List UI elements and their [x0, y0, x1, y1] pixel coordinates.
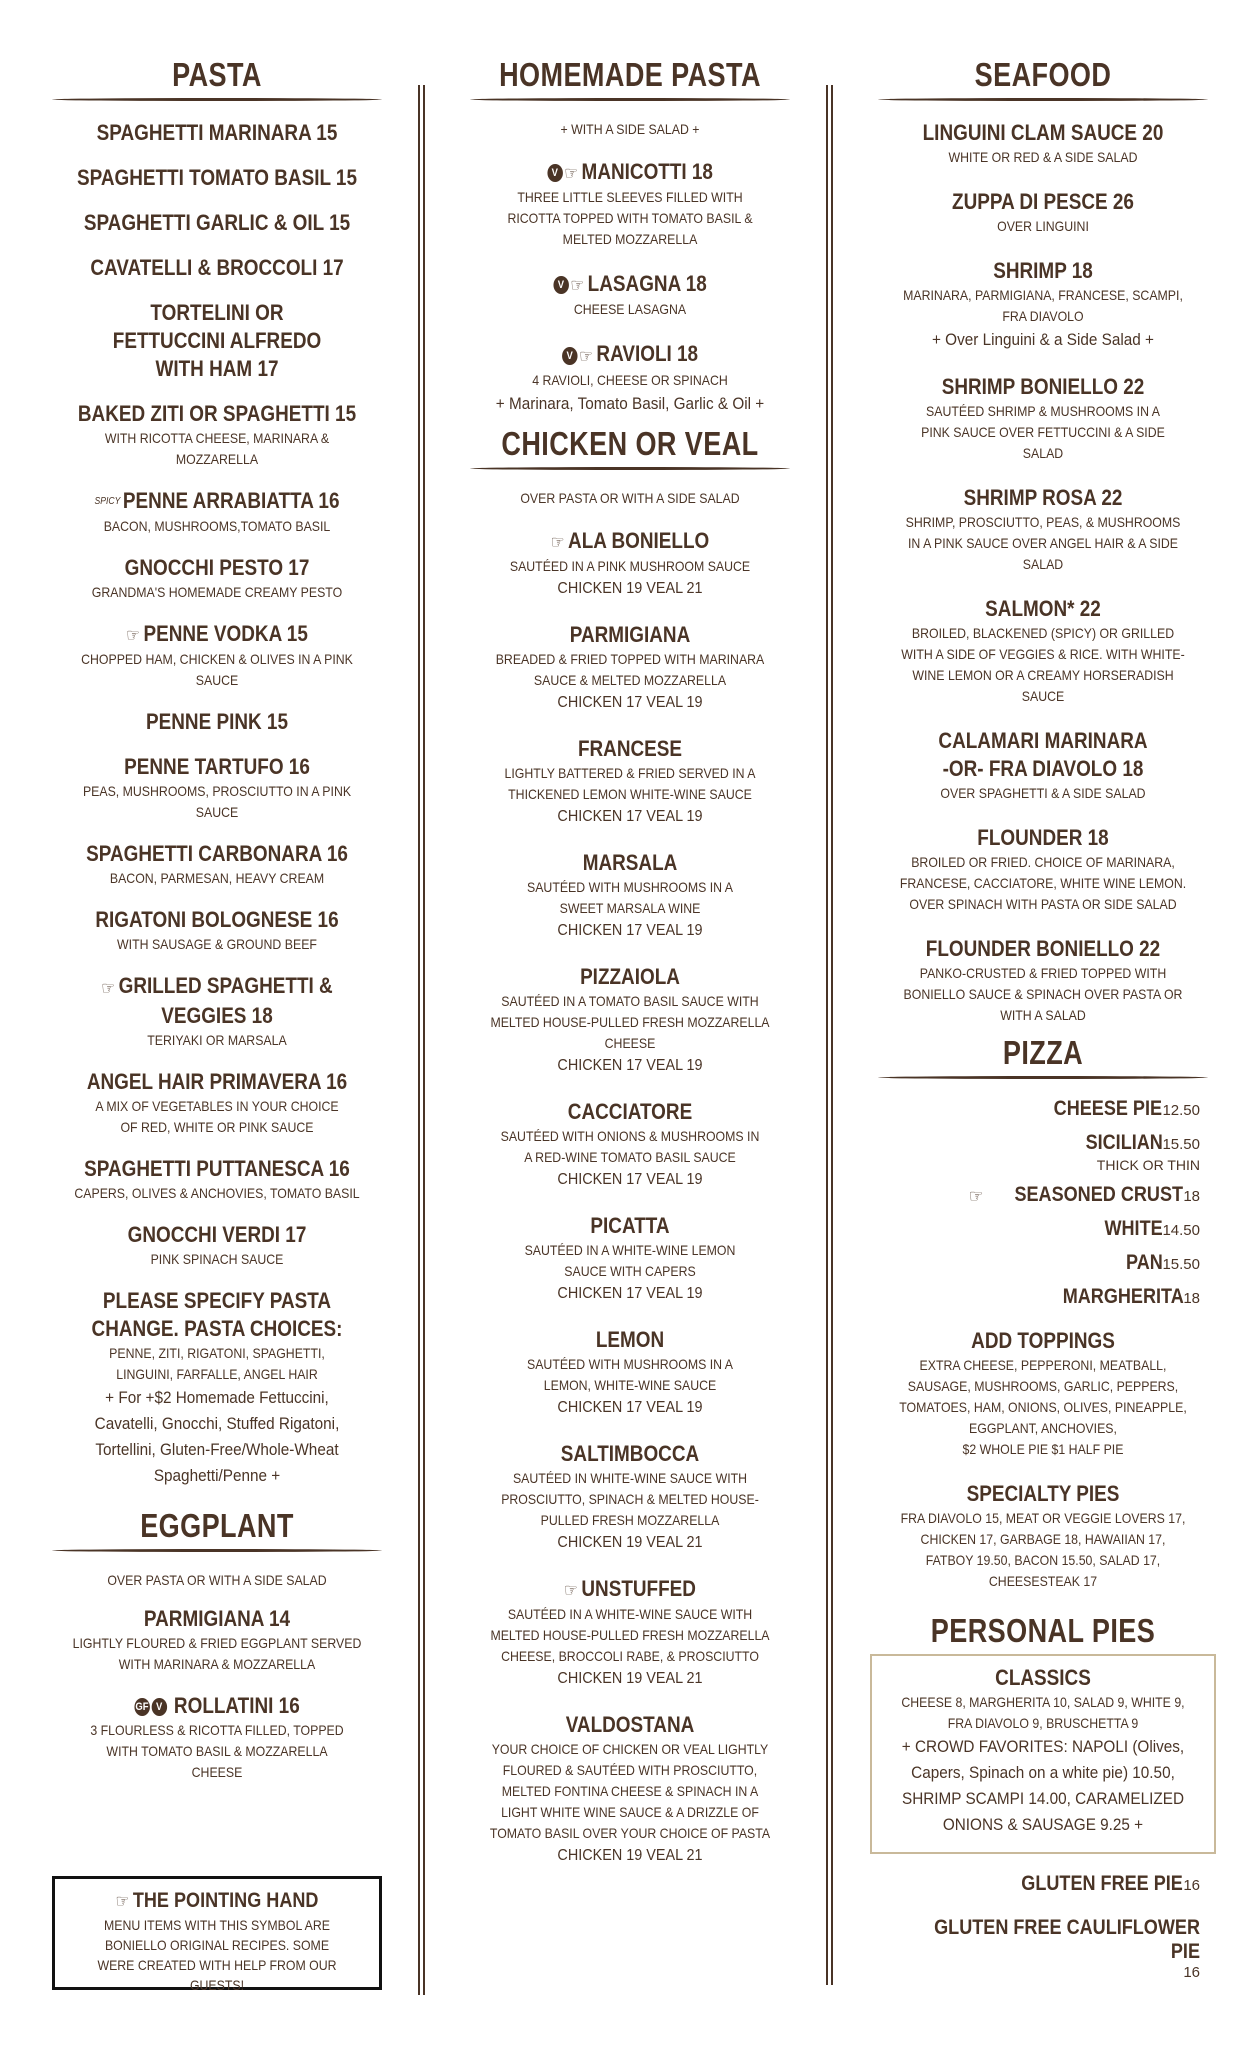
- menu-item: [52, 1068, 382, 1138]
- menu-item: [878, 595, 1208, 707]
- pizza-name: SICILIAN: [1085, 1131, 1163, 1154]
- item-description: SHRIMP, PROSCIUTTO, PEAS, & MUSHROOMS IN A PINK SAUCE OVER ANGEL HAIR & A SIDE SALAD: [905, 514, 1181, 572]
- item-name: SPAGHETTI TOMATO BASIL 15: [76, 165, 357, 190]
- item-description: GRANDMA'S HOMEMADE CREAMY PESTO: [91, 584, 343, 601]
- item-description: 4 RAVIOLI, CHEESE OR SPINACH: [532, 371, 728, 388]
- item-name-row: [492, 158, 767, 187]
- item-name: FLOUNDER 18: [977, 825, 1109, 850]
- menu-item: [52, 209, 382, 237]
- item-name: SHRIMP 18: [993, 258, 1093, 283]
- item-name-row: [75, 972, 359, 1029]
- item-description: BACON, PARMESAN, HEAVY CREAM: [109, 870, 325, 887]
- menu-item: [470, 1326, 790, 1420]
- item-description: BROILED, BLACKENED (SPICY) OR GRILLED WITH A SIDE OF VEGGIES & RICE. WITH WHITE-WINE LEMON OR A CREAMY HORSERADISH SAUCE: [901, 625, 1185, 704]
- item-description: SAUTÉED WITH MUSHROOMS IN A SWEET MARSALA WINE: [526, 878, 734, 916]
- item-name: PENNE TARTUFO 16: [124, 754, 310, 780]
- item-name: ANGEL HAIR PRIMAVERA 16: [86, 1068, 348, 1094]
- item-name: SALTIMBOCCA: [560, 1440, 700, 1466]
- pointing-hand-icon: ☞: [564, 163, 579, 184]
- column-divider: [826, 85, 833, 1985]
- item-name: FLOUNDER BONIELLO 22: [925, 936, 1161, 961]
- item-name: LINGUINI CLAM SAUCE 20: [922, 120, 1164, 145]
- classics-title: CLASSICS: [995, 1665, 1091, 1691]
- pointing-hand-icon: ☞: [579, 345, 593, 366]
- crowd-favorites: + CROWD FAVORITES: NAPOLI (Olives, Capers, Spinach on a white pie) 10.50, SHRIMP SCAMPI 14.00, CARAMELIZED ONIONS & SAUSAGE 9.25 +: [901, 1737, 1185, 1835]
- pointing-hand-icon: ☞: [101, 977, 116, 998]
- specialty-desc: FRA DIAVOLO 15, MEAT OR VEGGIE LOVERS 17, CHICKEN 17, GARBAGE 18, HAWAIIAN 17, FATBOY 19.50, BACON 15.50, SALAD 17, CHEESESTEAK 17: [900, 1510, 1186, 1590]
- menu-item: [470, 621, 790, 715]
- pizza-title: PIZZA: [1002, 1034, 1084, 1071]
- menu-item: [470, 340, 790, 416]
- pizza-item: [878, 1285, 1208, 1309]
- menu-item: [52, 1692, 382, 1783]
- item-description: WITH SAUSAGE & GROUND BEEF: [117, 936, 317, 953]
- pizza-price: 12.50: [1162, 1102, 1200, 1119]
- menu-item: [470, 1212, 790, 1306]
- item-description: SAUTÉED IN A WHITE-WINE SAUCE WITH MELTED HOUSE-PULLED FRESH MOZZARELLA CHEESE, BROCCOLI RABE, & PROSCIUTTO: [490, 1605, 770, 1664]
- legend-title: THE POINTING HAND: [132, 1889, 319, 1912]
- menu-item: [52, 164, 382, 192]
- section-rule: [878, 98, 1208, 101]
- vegetarian-badge-icon: V: [553, 276, 568, 294]
- item-name: PIZZAIOLA: [580, 963, 680, 989]
- item-description: BACON, MUSHROOMS,TOMATO BASIL: [103, 518, 331, 535]
- toppings-desc: EXTRA CHEESE, PEPPERONI, MEATBALL, SAUSAGE, MUSHROOMS, GARLIC, PEPPERS, TOMATOES, HAM, ONIONS, OLIVES, PINEAPPLE, EGGPLANT, ANCHOVIES,: [899, 1357, 1187, 1437]
- item-description: OVER LINGUINI: [997, 218, 1089, 234]
- item-prices: CHICKEN 17 VEAL 19: [557, 1398, 703, 1416]
- item-prices: CHICKEN 19 VEAL 21: [557, 1846, 703, 1864]
- menu-item: [470, 158, 790, 250]
- column-middle: [470, 50, 790, 1888]
- item-description: SAUTÉED WITH ONIONS & MUSHROOMS IN A RED-WINE TOMATO BASIL SAUCE: [500, 1127, 760, 1165]
- specialty-block: [878, 1480, 1208, 1592]
- item-description: TERIYAKI OR MARSALA: [147, 1031, 287, 1048]
- menu-item: [878, 188, 1208, 237]
- menu-item: [470, 849, 790, 943]
- column-right: [878, 50, 1208, 1992]
- homemade-title: HOMEMADE PASTA: [499, 56, 761, 93]
- item-prices: CHICKEN 17 VEAL 19: [557, 807, 703, 825]
- item-name-row: [492, 270, 767, 299]
- menu-item: [52, 554, 382, 603]
- menu-item: [878, 824, 1208, 915]
- item-name: PARMIGIANA: [569, 621, 691, 647]
- menu-item: [52, 400, 382, 470]
- toppings-title: ADD TOPPINGS: [971, 1328, 1115, 1354]
- item-description: SAUTÉED IN A TOMATO BASIL SAUCE WITH MELTED HOUSE-PULLED FRESH MOZZARELLA CHEESE: [490, 992, 770, 1051]
- pizza-price: 15.50: [1162, 1256, 1200, 1274]
- menu-item: [52, 753, 382, 823]
- pizza-subnote: THICK OR THIN: [1096, 1157, 1200, 1173]
- pointing-hand-icon: ☞: [968, 1186, 984, 1207]
- menu-item: [52, 299, 382, 383]
- item-description: PANKO-CRUSTED & FRIED TOPPED WITH BONIELLO SAUCE & SPINACH OVER PASTA OR WITH A SALAD: [903, 965, 1183, 1023]
- item-description: LIGHTLY FLOURED & FRIED EGGPLANT SERVED WITH MARINARA & MOZZARELLA: [72, 1634, 362, 1672]
- item-description: WHITE OR RED & A SIDE SALAD: [948, 149, 1138, 165]
- pizza-name: WHITE: [1104, 1217, 1163, 1241]
- toppings-price: $2 WHOLE PIE $1 HALF PIE: [962, 1441, 1124, 1458]
- classics-desc: CHEESE 8, MARGHERITA 10, SALAD 9, WHITE 9, FRA DIAVOLO 9, BRUSCHETTA 9: [901, 1694, 1185, 1732]
- item-name-row: [75, 620, 359, 649]
- item-description: PEAS, MUSHROOMS, PROSCIUTTO IN A PINK SAUCE: [82, 783, 352, 821]
- menu-item: [878, 935, 1208, 1026]
- pointing-hand-icon: ☞: [570, 275, 585, 296]
- menu-item: [470, 963, 790, 1078]
- homemade-note: + WITH A SIDE SALAD +: [560, 121, 700, 137]
- pasta-change-block: [52, 1287, 382, 1489]
- item-name: SHRIMP BONIELLO 22: [941, 374, 1145, 399]
- pizza-item: [878, 1916, 1208, 1982]
- item-description: A MIX OF VEGETABLES IN YOUR CHOICE OF RED, WHITE OR PINK SAUCE: [95, 1097, 339, 1135]
- item-prices: CHICKEN 17 VEAL 19: [557, 693, 703, 711]
- menu-item: [470, 1440, 790, 1555]
- item-description: CAPERS, OLIVES & ANCHOVIES, TOMATO BASIL: [74, 1184, 360, 1201]
- item-prices: CHICKEN 17 VEAL 19: [557, 1170, 703, 1188]
- item-name: CAVATELLI & BROCCOLI 17: [90, 255, 344, 280]
- item-description: BROILED OR FRIED. CHOICE OF MARINARA, FRANCESE, CACCIATORE, WHITE WINE LEMON. OVER SPINACH WITH PASTA OR SIDE SALAD: [899, 854, 1187, 912]
- item-name: MARSALA: [582, 849, 678, 875]
- spicy-tag: SPICY: [94, 496, 121, 508]
- menu-item: [878, 257, 1208, 353]
- specialty-title: SPECIALTY PIES: [966, 1481, 1120, 1507]
- item-description: THREE LITTLE SLEEVES FILLED WITH RICOTTA TOPPED WITH TOMATO BASIL & MELTED MOZZARELLA: [507, 189, 753, 248]
- pizza-price: 18: [1183, 1290, 1200, 1308]
- pizza-name: MARGHERITA: [1062, 1285, 1184, 1309]
- menu-item: [52, 119, 382, 147]
- item-description: PINK SPINACH SAUCE: [150, 1250, 284, 1267]
- item-name: ZUPPA DI PESCE 26: [952, 189, 1134, 214]
- item-name: BAKED ZITI OR SPAGHETTI 15: [77, 401, 357, 426]
- section-rule: [52, 1549, 382, 1552]
- item-description: SAUTÉED SHRIMP & MUSHROOMS IN A PINK SAUCE OVER FETTUCCINI & A SIDE SALAD: [921, 403, 1165, 461]
- item-name: SPAGHETTI CARBONARA 16: [86, 841, 348, 867]
- item-name: LASAGNA 18: [587, 271, 707, 297]
- item-name: GNOCCHI PESTO 17: [124, 555, 310, 581]
- item-name: CALAMARI MARINARA -OR- FRA DIAVOLO 18: [938, 728, 1148, 781]
- menu-item: [52, 906, 382, 955]
- pizza-item: [878, 1217, 1208, 1241]
- item-name: SHRIMP ROSA 22: [963, 485, 1123, 510]
- pizza-price: 14.50: [1162, 1222, 1200, 1240]
- section-rule: [470, 467, 790, 470]
- menu-item: [470, 1098, 790, 1192]
- item-name: GNOCCHI VERDI 17: [127, 1221, 307, 1247]
- pizza-item: [878, 1872, 1208, 1896]
- item-name: GRILLED SPAGHETTI & VEGGIES 18: [118, 973, 333, 1028]
- toppings-block: [878, 1327, 1208, 1460]
- pasta-choices: PENNE, ZITI, RIGATONI, SPAGHETTI, LINGUINI, FARFALLE, ANGEL HAIR: [109, 1344, 325, 1382]
- pizza-name: GLUTEN FREE PIE: [1021, 1872, 1184, 1896]
- pizza-price: 15.50: [1162, 1136, 1200, 1153]
- menu-item: [52, 1221, 382, 1270]
- item-extra-note: + Over Linguini & a Side Salad +: [931, 330, 1154, 349]
- vegetarian-badge-icon: V: [547, 164, 562, 182]
- item-description: 3 FLOURLESS & RICOTTA FILLED, TOPPED WITH TOMATO BASIL & MOZZARELLA CHEESE: [90, 1721, 344, 1780]
- menu-item: [52, 1155, 382, 1204]
- menu-item: [878, 484, 1208, 575]
- eggplant-title: EGGPLANT: [140, 1506, 294, 1544]
- item-name: FRANCESE: [577, 735, 683, 761]
- item-description: CHEESE LASAGNA: [573, 301, 687, 318]
- item-description: CHOPPED HAM, CHICKEN & OLIVES IN A PINK SAUCE: [81, 651, 353, 689]
- chicken-note: OVER PASTA OR WITH A SIDE SALAD: [520, 489, 740, 506]
- pointing-hand-icon: ☞: [126, 625, 141, 646]
- pizza-price: 16: [1183, 1964, 1200, 1982]
- menu-item: [878, 373, 1208, 464]
- item-prices: CHICKEN 19 VEAL 21: [557, 1533, 703, 1551]
- item-name: ALA BONIELLO: [568, 527, 710, 553]
- pasta-change-title: PLEASE SPECIFY PASTA CHANGE. PASTA CHOICES:: [91, 1287, 343, 1341]
- pizza-item: [878, 1251, 1208, 1275]
- item-prices: CHICKEN 19 VEAL 21: [557, 579, 703, 597]
- pointing-hand-icon: ☞: [550, 531, 565, 552]
- menu-item: [878, 119, 1208, 168]
- item-name: SALMON* 22: [985, 596, 1101, 621]
- menu-item: [470, 1711, 790, 1868]
- personal-title: PERSONAL PIES: [930, 1612, 1156, 1650]
- vegetarian-badge-icon: V: [562, 347, 577, 365]
- item-name: UNSTUFFED: [581, 1575, 696, 1601]
- pasta-title: PASTA: [172, 56, 262, 93]
- item-name: MANICOTTI 18: [581, 159, 713, 184]
- menu-item: [470, 735, 790, 829]
- column-left: [52, 50, 382, 1800]
- item-prices: CHICKEN 19 VEAL 21: [557, 1669, 703, 1687]
- item-name-row: [492, 527, 767, 556]
- item-name: SPAGHETTI GARLIC & OIL 15: [83, 210, 351, 235]
- menu-item: [470, 270, 790, 320]
- section-rule: [878, 1076, 1208, 1079]
- item-name-row: [492, 340, 767, 369]
- gluten-free-badge-icon: GF: [134, 1698, 149, 1716]
- item-prices: CHICKEN 17 VEAL 19: [557, 921, 703, 939]
- item-name: RAVIOLI 18: [596, 341, 699, 367]
- item-name: ROLLATINI 16: [173, 1692, 300, 1718]
- item-description: MARINARA, PARMIGIANA, FRANCESE, SCAMPI, FRA DIAVOLO: [903, 287, 1183, 324]
- item-description: SAUTÉED IN WHITE-WINE SAUCE WITH PROSCIUTTO, SPINACH & MELTED HOUSE-PULLED FRESH MOZZARELLA: [501, 1469, 759, 1528]
- item-name: SPAGHETTI PUTTANESCA 16: [84, 1155, 350, 1181]
- item-name: TORTELINI OR FETTUCCINI ALFREDO WITH HAM 17: [112, 300, 322, 381]
- section-rule: [470, 98, 790, 101]
- item-description: YOUR CHOICE OF CHICKEN OR VEAL LIGHTLY FLOURED & SAUTÉED WITH PROSCIUTTO, MELTED FONTINA CHEESE & SPINACH IN A LIGHT WHITE WINE SAUCE & A DRIZZLE OF TOMATO BASIL OVER YOUR CHOICE OF PASTA: [489, 1740, 771, 1841]
- item-prices: CHICKEN 17 VEAL 19: [557, 1284, 703, 1302]
- pizza-item: [878, 1097, 1208, 1121]
- menu-item: [470, 527, 790, 601]
- item-name: PENNE ARRABIATTA 16: [122, 488, 340, 513]
- menu-item: [52, 840, 382, 889]
- pizza-price: 16: [1183, 1877, 1200, 1895]
- menu-item: [52, 1605, 382, 1675]
- item-description: SAUTÉED IN A PINK MUSHROOM SAUCE: [509, 557, 751, 574]
- item-name: RIGATONI BOLOGNESE 16: [95, 907, 339, 933]
- item-name: CACCIATORE: [567, 1098, 693, 1124]
- seafood-title: SEAFOOD: [974, 56, 1112, 93]
- item-name: VALDOSTANA: [565, 1711, 695, 1737]
- pizza-price: 18: [1183, 1188, 1200, 1205]
- item-name-row: [75, 487, 359, 516]
- item-prices: CHICKEN 17 VEAL 19: [557, 1056, 703, 1074]
- menu-item: [52, 620, 382, 691]
- menu-item: [52, 487, 382, 537]
- item-description: LIGHTLY BATTERED & FRIED SERVED IN A THICKENED LEMON WHITE-WINE SAUCE: [504, 764, 756, 802]
- pizza-name: CHEESE PIE: [1054, 1097, 1163, 1120]
- vegetarian-badge-icon: V: [151, 1698, 166, 1716]
- pointing-hand-icon: ☞: [564, 1579, 578, 1600]
- pasta-upgrade-note: + For +$2 Homemade Fettuccini, Cavatelli, Gnocchi, Stuffed Rigatoni, Tortellini, Gluten-Free/Whole-Wheat Spaghetti/Penne +: [94, 1387, 340, 1485]
- item-name: PARMIGIANA 14: [143, 1605, 291, 1631]
- legend-text: MENU ITEMS WITH THIS SYMBOL ARE BONIELLO ORIGINAL RECIPES. SOME WERE CREATED WITH HELP FROM OUR GUESTS!: [97, 1917, 337, 1994]
- pointing-hand-icon: ☞: [115, 1891, 130, 1912]
- item-description: SAUTÉED IN A WHITE-WINE LEMON SAUCE WITH CAPERS: [524, 1241, 736, 1279]
- menu-item: [52, 708, 382, 736]
- pizza-name: PAN: [1125, 1251, 1163, 1275]
- item-description: OVER SPAGHETTI & A SIDE SALAD: [940, 785, 1146, 801]
- item-name-row: [75, 1692, 359, 1720]
- item-name: SPAGHETTI MARINARA 15: [96, 120, 338, 145]
- item-description: SAUTÉED WITH MUSHROOMS IN A LEMON, WHITE-WINE SAUCE: [526, 1355, 734, 1393]
- pizza-name: GLUTEN FREE CAULIFLOWER PIE: [934, 1916, 1200, 1964]
- item-description: WITH RICOTTA CHEESE, MARINARA & MOZZARELLA: [104, 430, 330, 467]
- menu-item: [52, 972, 382, 1050]
- legend-title-row: [88, 1887, 346, 1915]
- menu-item: [878, 727, 1208, 804]
- chicken-title: CHICKEN OR VEAL: [501, 424, 759, 462]
- menu-item: [52, 254, 382, 282]
- item-name: LEMON: [595, 1326, 665, 1352]
- item-name: PENNE PINK 15: [146, 709, 288, 735]
- item-name: PICATTA: [590, 1212, 670, 1238]
- pizza-item: [878, 1183, 1208, 1207]
- column-divider: [418, 85, 425, 1995]
- pointing-hand-legend: [52, 1876, 382, 1994]
- item-extra-note: + Marinara, Tomato Basil, Garlic & Oil +: [495, 393, 765, 413]
- pizza-name: SEASONED CRUST: [1014, 1183, 1184, 1206]
- classics-box: [870, 1654, 1216, 1854]
- item-description: BREADED & FRIED TOPPED WITH MARINARA SAUCE & MELTED MOZZARELLA: [495, 650, 765, 688]
- item-name-row: [492, 1575, 767, 1604]
- pizza-item: [878, 1131, 1208, 1155]
- item-name: PENNE VODKA 15: [143, 621, 308, 647]
- eggplant-note: OVER PASTA OR WITH A SIDE SALAD: [107, 1571, 327, 1588]
- menu-item: [470, 1575, 790, 1691]
- section-rule: [52, 98, 382, 101]
